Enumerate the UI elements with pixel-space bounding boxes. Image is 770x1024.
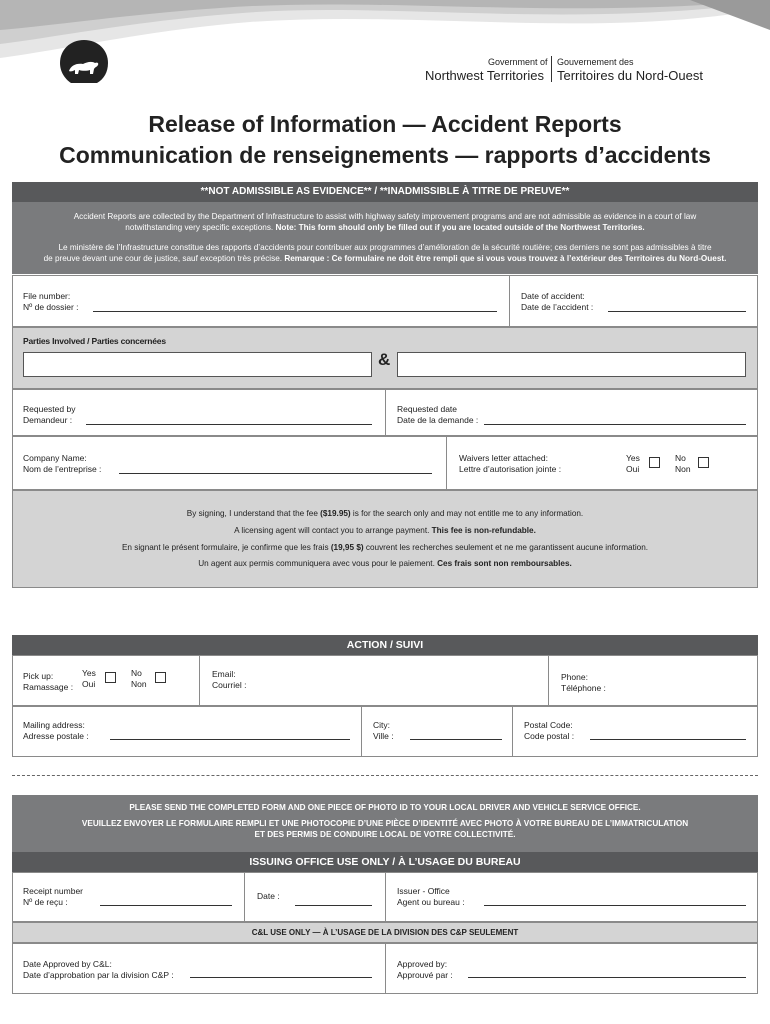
phone-label-fr: Téléphone :	[561, 682, 606, 693]
pickup-yes-en: Yes	[82, 668, 96, 678]
requested-by-label	[23, 404, 75, 425]
action-bar: ACTION / SUIVI	[12, 635, 758, 655]
phone-label-en: Phone:	[561, 672, 588, 682]
fee-line-1c: is for the search only and may not entitle me to any information.	[350, 509, 584, 518]
file-number-label-fr: Nº de dossier :	[23, 301, 79, 312]
email-label-fr: Courriel :	[212, 679, 247, 690]
page-title-en: Release of Information — Accident Reports	[148, 111, 622, 137]
party-2-input[interactable]	[397, 352, 746, 377]
requested-row-divider	[385, 389, 386, 436]
action-row-2-divider-b	[512, 706, 513, 757]
company-field[interactable]	[119, 473, 432, 474]
requested-date-label-en: Requested date	[397, 404, 458, 414]
mailing-label-en: Mailing address:	[23, 720, 85, 730]
phone-label	[561, 672, 606, 693]
waivers-yes-label	[626, 453, 640, 474]
issuer-field[interactable]	[484, 905, 746, 906]
gov-fr-small: Gouvernement des	[557, 57, 634, 67]
waivers-yes-en: Yes	[626, 453, 640, 463]
email-label	[212, 669, 246, 690]
postal-label	[524, 720, 574, 741]
pickup-no-en: No	[131, 668, 142, 678]
city-label-en: City:	[373, 720, 390, 730]
cl-use-bar: C&L USE ONLY — À L’USAGE DE LA DIVISION DES C&P SEULEMENT	[12, 922, 758, 943]
approved-by-field[interactable]	[468, 977, 746, 978]
waivers-no-en: No	[675, 453, 686, 463]
requested-date-label-fr: Date de la demande :	[397, 414, 479, 425]
file-number-field[interactable]	[93, 311, 497, 312]
file-number-label-en: File number:	[23, 291, 71, 301]
issuer-label-en: Issuer - Office	[397, 886, 450, 896]
pickup-yes-checkbox[interactable]	[105, 672, 116, 683]
approved-by-label-fr: Approuvé par :	[397, 969, 453, 980]
notice-en-2a: notwithstanding very specific exceptions.	[125, 223, 276, 232]
issuing-office-bar: ISSUING OFFICE USE ONLY / À L’USAGE DU BUREAU	[12, 852, 758, 872]
send-line-1: PLEASE SEND THE COMPLETED FORM AND ONE PIECE OF PHOTO ID TO YOUR LOCAL DRIVER AND VEHICLE SERVICE OFFICE.	[129, 803, 641, 812]
date-accident-label-fr: Date de l’accident :	[521, 301, 594, 312]
notice-fr-note: Remarque : Ce formulaire ne doit être rempli que si vous vous trouvez à l’extérieur des Territoires du Nord-Ouest.	[284, 254, 727, 263]
pickup-no-label	[131, 668, 147, 689]
requested-date-field[interactable]	[484, 424, 746, 425]
fee-amount-en: ($19.95)	[320, 509, 351, 518]
notice-en-1: Accident Reports are collected by the Department of Infrastructure to assist with highway safety improvement programs and are not admissible as evidence in a court of law	[73, 212, 697, 221]
company-label-fr: Nom de l’entreprise :	[23, 463, 102, 474]
fee-line-1	[13, 509, 757, 519]
send-instructions-box	[12, 795, 758, 852]
office-row-divider-a	[244, 872, 245, 922]
pickup-no-fr: Non	[131, 678, 147, 689]
pickup-label-en: Pick up:	[23, 671, 54, 681]
receipt-label-fr: Nº de reçu :	[23, 896, 68, 907]
fee-line-4	[13, 559, 757, 569]
requested-by-label-en: Requested by	[23, 404, 76, 414]
date-accident-label	[521, 291, 593, 312]
approved-date-field[interactable]	[190, 977, 372, 978]
date-accident-label-en: Date of accident:	[521, 291, 585, 301]
party-1-input[interactable]	[23, 352, 372, 377]
notice-fr-1: Le ministère de l’Infrastructure constitue des rapports d’accidents pour contribuer aux programmes d’amélioration de la sécurité routière; ces derniers ne sont pas admissibles à titre	[58, 243, 712, 252]
approved-date-label	[23, 959, 174, 980]
notice-fr-2	[12, 254, 758, 265]
action-row-1-divider-a	[199, 655, 200, 706]
receipt-label	[23, 886, 83, 907]
waivers-label-fr: Lettre d’autorisation jointe :	[459, 463, 562, 474]
notice-box	[12, 202, 758, 274]
date-accident-field[interactable]	[608, 311, 746, 312]
issuer-label-fr: Agent ou bureau :	[397, 896, 465, 907]
notice-en-2	[12, 223, 758, 234]
approved-date-label-fr: Date d’approbation par la division C&P :	[23, 969, 174, 980]
company-label-en: Company Name:	[23, 453, 87, 463]
fee-line-3c: couvrent les recherches seulement et ne me garantissent aucune information.	[363, 543, 649, 552]
waivers-yes-fr: Oui	[626, 463, 640, 474]
postal-label-fr: Code postal :	[524, 730, 575, 741]
gov-en-small: Government of	[488, 57, 548, 67]
waivers-label	[459, 453, 561, 474]
mailing-label	[23, 720, 89, 741]
file-row-divider	[509, 275, 510, 327]
notice-en-note: Note: This form should only be filled out if you are located outside of the Northwest Territories.	[275, 223, 645, 232]
gov-divider	[551, 56, 552, 82]
approved-by-label	[397, 959, 453, 980]
waivers-yes-checkbox[interactable]	[649, 457, 660, 468]
action-row-1	[12, 655, 758, 706]
waivers-no-checkbox[interactable]	[698, 457, 709, 468]
fee-line-2	[13, 526, 757, 536]
receipt-label-en: Receipt number	[23, 886, 84, 896]
approved-date-label-en: Date Approved by C&L:	[23, 959, 112, 969]
notice-fr-2a: de preuve devant une cour de justice, sauf exception très précise.	[43, 254, 285, 263]
pickup-label-fr: Ramassage :	[23, 681, 74, 692]
pickup-label	[23, 671, 73, 692]
action-row-2-divider-a	[361, 706, 362, 757]
email-label-en: Email:	[212, 669, 236, 679]
postal-label-en: Postal Code:	[524, 720, 573, 730]
company-row	[12, 436, 758, 490]
office-row-divider-b	[385, 872, 386, 922]
waivers-label-en: Waivers letter attached:	[459, 453, 548, 463]
send-line-3: ET DES PERMIS DE CONDUIRE LOCAL DE VOTRE COLLECTIVITÉ.	[254, 830, 516, 839]
office-date-field[interactable]	[295, 905, 372, 906]
fee-line-3a: En signant le présent formulaire, je confirme que les frais	[121, 543, 331, 552]
fee-line-2a: A licensing agent will contact you to arrange payment.	[234, 526, 432, 535]
fee-box	[12, 490, 758, 588]
waivers-no-label	[675, 453, 691, 474]
notice-bar: **NOT ADMISSIBLE AS EVIDENCE** / **INADMISSIBLE À TITRE DE PREUVE**	[12, 182, 758, 202]
file-row	[12, 275, 758, 327]
company-row-divider	[446, 436, 447, 490]
issuer-label	[397, 886, 465, 907]
fee-nonrefundable-fr: Ces frais sont non remboursables.	[437, 559, 572, 568]
parties-label: Parties Involved / Parties concernées	[23, 336, 166, 346]
gov-en-block	[425, 57, 548, 83]
receipt-field[interactable]	[100, 905, 232, 906]
cut-line	[12, 775, 758, 776]
requested-by-label-fr: Demandeur :	[23, 414, 73, 425]
action-row-1-divider-b	[548, 655, 549, 706]
send-line-2: VEUILLEZ ENVOYER LE FORMULAIRE REMPLI ET UNE PHOTOCOPIE D’UNE PIÈCE D’IDENTITÉ AVEC PHOTO À VOTRE BUREAU DE L’IMMATRICULATION	[81, 819, 689, 828]
requested-date-label	[397, 404, 478, 425]
gov-fr-block	[557, 57, 703, 83]
ampersand: &	[378, 350, 391, 369]
file-number-label	[23, 291, 79, 312]
fee-amount-fr: (19,95 $)	[330, 543, 364, 552]
approved-by-label-en: Approved by:	[397, 959, 448, 969]
office-date-label: Date :	[257, 891, 280, 901]
mailing-field[interactable]	[110, 739, 350, 740]
city-label	[373, 720, 394, 741]
waivers-no-fr: Non	[675, 463, 691, 474]
company-label	[23, 453, 101, 474]
fee-nonrefundable-en: This fee is non-refundable.	[431, 526, 536, 535]
pickup-no-checkbox[interactable]	[155, 672, 166, 683]
fee-line-3	[13, 543, 757, 553]
gov-en-big: Northwest Territories	[425, 68, 544, 83]
pickup-yes-label	[82, 668, 96, 689]
city-label-fr: Ville :	[373, 730, 394, 741]
requested-by-field[interactable]	[86, 424, 372, 425]
cl-row-divider	[385, 943, 386, 994]
city-field[interactable]	[410, 739, 502, 740]
page-title-fr: Communication de renseignements — rapports d’accidents	[59, 142, 711, 168]
gov-fr-big: Territoires du Nord-Ouest	[557, 68, 703, 83]
pickup-yes-fr: Oui	[82, 678, 96, 689]
postal-field[interactable]	[590, 739, 746, 740]
polar-bear-icon	[57, 38, 111, 86]
fee-line-1a: By signing, I understand that the fee	[186, 509, 321, 518]
fee-line-4a: Un agent aux permis communiquera avec vous pour le paiement.	[198, 559, 438, 568]
mailing-label-fr: Adresse postale :	[23, 730, 89, 741]
